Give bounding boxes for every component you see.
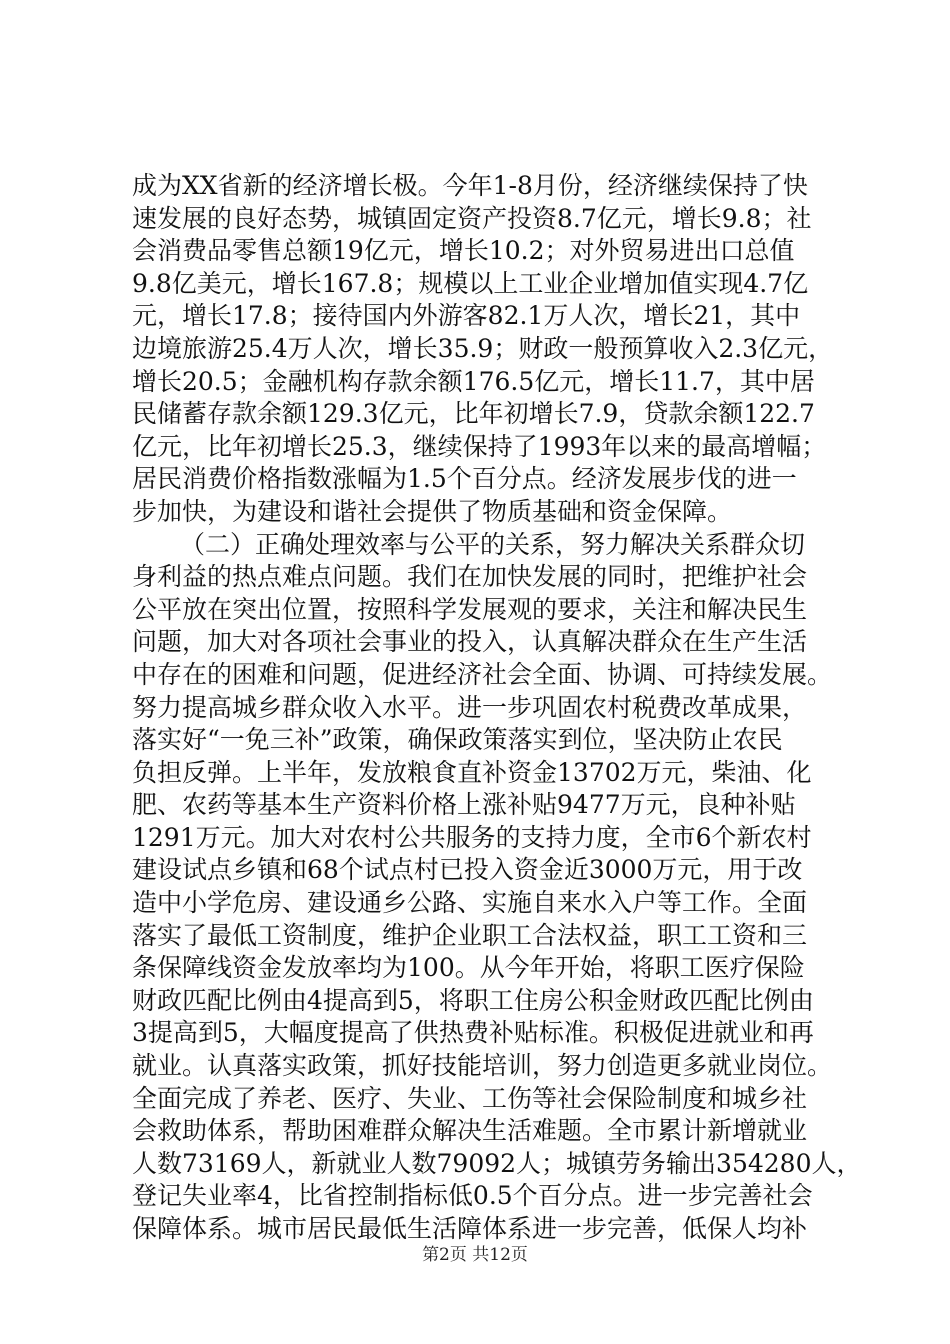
text-line: 居民消费价格指数涨幅为1.5个百分点。经济发展步伐的进一	[132, 464, 797, 494]
text-line: 财政匹配比例由4提高到5，将职工住房公积金财政匹配比例由	[132, 985, 814, 1015]
text-line: 问题，加大对各项社会事业的投入，认真解决群众在生产生活	[132, 627, 808, 657]
text-line: 就业。认真落实政策，抓好技能培训，努力创造更多就业岗位。	[132, 1051, 833, 1081]
text-line: 3提高到5，大幅度提高了供热费补贴标准。积极促进就业和再	[132, 1018, 814, 1048]
text-line: 速发展的良好态势，城镇固定资产投资8.7亿元，增长9.8；社	[132, 203, 812, 233]
text-line: 边境旅游25.4万人次，增长35.9；财政一般预算收入2.3亿元，	[132, 333, 834, 363]
body-text	[132, 170, 862, 1246]
text-line: 肥、农药等基本生产资料价格上涨补贴9477万元，良种补贴	[132, 790, 796, 820]
text-line: 造中小学危房、建设通乡公路、实施自来水入户等工作。全面	[132, 888, 808, 918]
paragraph-start-line: （二）正确处理效率与公平的关系，努力解决关系群众切	[180, 529, 806, 559]
text-line: 努力提高城乡群众收入水平。进一步巩固农村税费改革成果，	[132, 692, 808, 722]
text-line: 9.8亿美元，增长167.8；规模以上工业企业增加值实现4.7亿	[132, 268, 809, 298]
text-line: 全面完成了养老、医疗、失业、工伤等社会保险制度和城乡社	[132, 1083, 808, 1113]
text-line: 保障体系。城市居民最低生活障体系进一步完善，低保人均补	[132, 1214, 808, 1243]
text-line: 元，增长17.8；接待国内外游客82.1万人次，增长21，其中	[132, 301, 801, 331]
text-line: 亿元，比年初增长25.3，继续保持了1993年以来的最高增幅；	[132, 431, 827, 461]
text-line: 中存在的困难和问题，促进经济社会全面、协调、可持续发展。	[132, 659, 833, 689]
text-line: 会救助体系，帮助困难群众解决生活难题。全市累计新增就业	[132, 1116, 808, 1146]
text-line: 身利益的热点难点问题。我们在加快发展的同时，把维护社会	[132, 562, 808, 592]
text-line: 负担反弹。上半年，发放粮食直补资金13702万元，柴油、化	[132, 757, 812, 787]
text-line: 民储蓄存款余额129.3亿元，比年初增长7.9，贷款余额122.7	[132, 399, 815, 429]
text-line: 步加快，为建设和谐社会提供了物质基础和资金保障。	[132, 496, 733, 526]
text-line: 1291万元。加大对农村公共服务的支持力度，全市6个新农村	[132, 822, 812, 852]
text-line: 登记失业率4，比省控制指标低0.5个百分点。进一步完善社会	[132, 1181, 813, 1211]
text-line: 人数73169人，新就业人数79092人；城镇劳务输出354280人，	[132, 1148, 862, 1178]
text-line: 成为XX省新的经济增长极。今年1-8月份，经济继续保持了快	[132, 171, 808, 200]
text-line: 条保障线资金发放率均为100。从今年开始，将职工医疗保险	[132, 953, 805, 983]
text-line: 建设试点乡镇和68个试点村已投入资金近3000万元，用于改	[132, 855, 803, 885]
text-line: 增长20.5；金融机构存款余额176.5亿元，增长11.7，其中居	[132, 366, 815, 396]
text-line: 公平放在突出位置，按照科学发展观的要求，关注和解决民生	[132, 594, 808, 624]
text-line: 落实了最低工资制度，维护企业职工合法权益，职工工资和三	[132, 920, 808, 950]
text-line: 落实好“一免三补”政策，确保政策落实到位，坚决防止农民	[132, 725, 783, 755]
text-line: 会消费品零售总额19亿元，增长10.2；对外贸易进出口总值	[132, 236, 795, 266]
page-number-footer: 第2页 共12页	[422, 1245, 528, 1265]
